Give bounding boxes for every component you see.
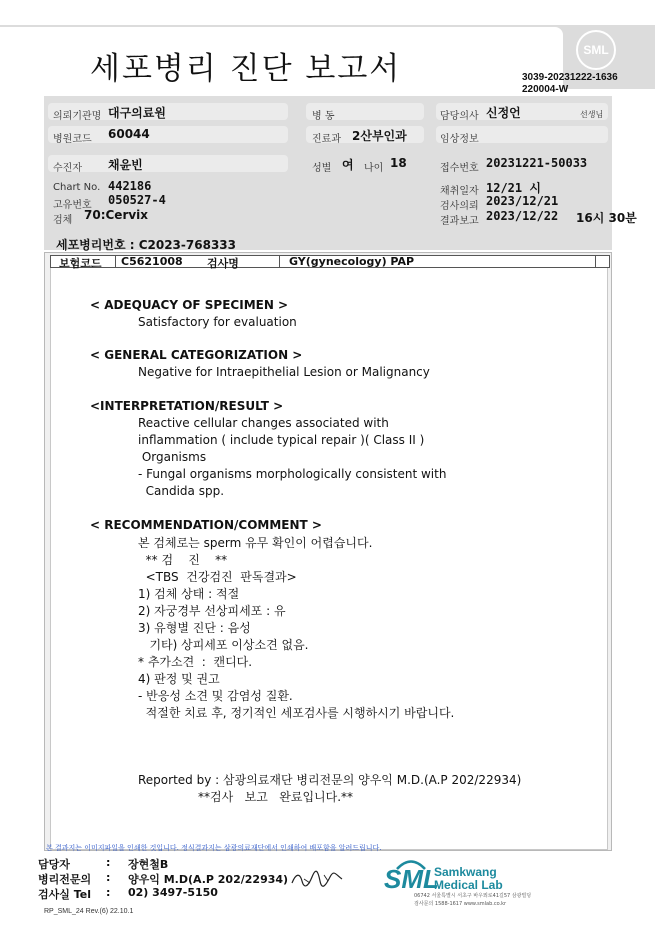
department-label: 진료과 <box>312 134 341 145</box>
recommendation-line: 적절한 치료 후, 정기적인 세포검사를 시행하시기 바랍니다. <box>138 706 455 720</box>
interpretation-line: inflammation ( include typical repair )( Class II ) <box>138 433 425 447</box>
logo-lab-name <box>434 866 503 892</box>
report-complete: **검사 보고 완료입니다.** <box>198 790 354 804</box>
interpretation-heading: <INTERPRETATION/RESULT > <box>90 399 284 413</box>
test-name-value: GY(gynecology) PAP <box>289 255 415 268</box>
age-label: 나이 <box>364 163 384 174</box>
samkwang-lab-logo <box>384 858 634 914</box>
recommendation-line: 본 검체로는 sperm 유무 확인이 어렵습니다. <box>138 536 373 550</box>
clinical-info-label: 임상정보 <box>440 134 479 145</box>
form-code: RP_SML_24 Rev.(6) 22.10.1 <box>44 908 134 915</box>
institution-value: 대구의료원 <box>108 106 166 120</box>
lab-tel-value: 02) 3497-5150 <box>128 886 218 899</box>
code-bar-divider <box>279 256 280 267</box>
age-value: 18 <box>390 156 407 170</box>
document-number <box>522 72 618 96</box>
signature-icon <box>290 869 346 889</box>
collection-date-label: 채취일자 <box>440 186 479 197</box>
test-request-label: 검사의뢰 <box>440 201 479 212</box>
recommendation-line: 2) 자궁경부 선상피세포 : 유 <box>138 604 286 618</box>
unique-no-value: 050527-4 <box>108 193 166 207</box>
logo-name-line2: Medical Lab <box>434 878 503 892</box>
logo-sml-mark: SML <box>384 864 439 894</box>
categorization-heading: < GENERAL CATEGORIZATION > <box>90 348 303 362</box>
document-number-line1: 3039-20231222-1636 <box>522 72 618 83</box>
logo-address <box>414 892 531 908</box>
specimen-value: 70:Cervix <box>84 208 149 222</box>
test-request-value: 2023/12/21 <box>486 194 559 208</box>
doctor-label: 담당의사 <box>440 111 479 122</box>
department-value: 2산부인과 <box>352 129 407 143</box>
ward-label: 병 동 <box>312 111 335 122</box>
insurance-code-label: 보험코드 <box>59 257 102 270</box>
adequacy-heading: < ADEQUACY OF SPECIMEN > <box>90 298 289 312</box>
lab-tel-colon: : <box>106 886 111 899</box>
result-report-value: 2023/12/22 <box>486 209 559 223</box>
doctor-suffix: 선생님 <box>580 110 604 119</box>
lab-tel-label: 검사실 Tel <box>38 888 91 901</box>
pathologist-label: 병리전문의 <box>38 873 92 886</box>
recommendation-line: * 추가소견 : 캔디다. <box>138 655 253 669</box>
examinee-pill <box>48 155 288 172</box>
test-name-label: 검사명 <box>207 257 239 270</box>
interpretation-line: Reactive cellular changes associated with <box>138 416 389 430</box>
footnote: 본 결과지는 이미지파일을 인쇄한 것입니다. 정식결과지는 삼광의료재단에서 인쇄하여 배포함을 알려드립니다. <box>46 844 382 852</box>
specimen-label: 검체 <box>53 215 73 226</box>
recommendation-line: - 반응성 소견 및 감염성 질환. <box>138 689 293 703</box>
insurance-code-value: C5621008 <box>121 255 183 268</box>
pathologist-colon: : <box>106 871 111 884</box>
unique-no-label: 고유번호 <box>53 200 92 211</box>
reported-by: Reported by : 삼광의료재단 병리전문의 양우익 M.D.(A.P 202/22934) <box>138 773 522 787</box>
gender-label: 성별 <box>312 163 332 174</box>
logo-address-line1: 06742 서울특별시 서초구 바우뫼로41길57 삼광빌딩 <box>414 893 532 899</box>
recommendation-line: <TBS 건강검진 판독결과> <box>138 570 297 584</box>
document-number-line2: 220004-W <box>522 84 569 95</box>
interpretation-line: Candida spp. <box>138 484 225 498</box>
institution-label: 의뢰기관명 <box>53 111 102 122</box>
recommendation-line: 4) 판정 및 권고 <box>138 672 220 686</box>
doctor-value: 신정언 <box>486 106 521 120</box>
receipt-no-label: 접수번호 <box>440 163 479 174</box>
logo-name-line1: Samkwang <box>434 865 497 879</box>
manager-value: 장현철B <box>128 858 169 871</box>
result-report-label: 결과보고 <box>440 216 479 227</box>
categorization-text: Negative for Intraepithelial Lesion or Malignancy <box>138 365 430 379</box>
manager-label: 담당자 <box>38 858 70 871</box>
adequacy-text: Satisfactory for evaluation <box>138 315 297 329</box>
chart-no-value: 442186 <box>108 179 152 193</box>
receipt-no-value: 20231221-50033 <box>486 156 588 170</box>
sml-badge-logo: SML <box>576 30 616 70</box>
recommendation-line: 기타) 상피세포 이상소견 없음. <box>138 638 309 652</box>
code-bar-divider <box>115 256 116 267</box>
pathologist-value: 양우익 M.D(A.P 202/22934) <box>128 873 289 886</box>
insurance-code-bar <box>50 255 610 268</box>
recommendation-heading: < RECOMMENDATION/COMMENT > <box>90 518 322 532</box>
pathology-number: 세포병리번호 : C2023-768333 <box>56 238 236 252</box>
interpretation-line: - Fungal organisms morphologically consistent with <box>138 467 447 481</box>
examinee-value: 채윤빈 <box>108 158 143 172</box>
collection-date-value: 12/21 시 <box>486 181 541 195</box>
logo-address-line2: 검사문의 1588-1617 www.smlab.co.kr <box>414 901 507 907</box>
hospital-code-label: 병원코드 <box>53 134 92 145</box>
result-time-value: 16시 30분 <box>576 211 637 225</box>
hospital-code-value: 60044 <box>108 127 150 141</box>
recommendation-line: 1) 검체 상태 : 적절 <box>138 587 240 601</box>
manager-colon: : <box>106 856 111 869</box>
gender-value: 여 <box>342 158 354 172</box>
code-bar-divider <box>595 256 596 267</box>
report-title: 세포병리 진단 보고서 <box>90 51 402 87</box>
interpretation-line: Organisms <box>138 450 207 464</box>
chart-no-label: Chart No. <box>53 182 101 193</box>
recommendation-line: 3) 유형별 진단 : 음성 <box>138 621 251 635</box>
examinee-label: 수진자 <box>53 163 82 174</box>
recommendation-line: ** 검 진 ** <box>138 553 228 567</box>
